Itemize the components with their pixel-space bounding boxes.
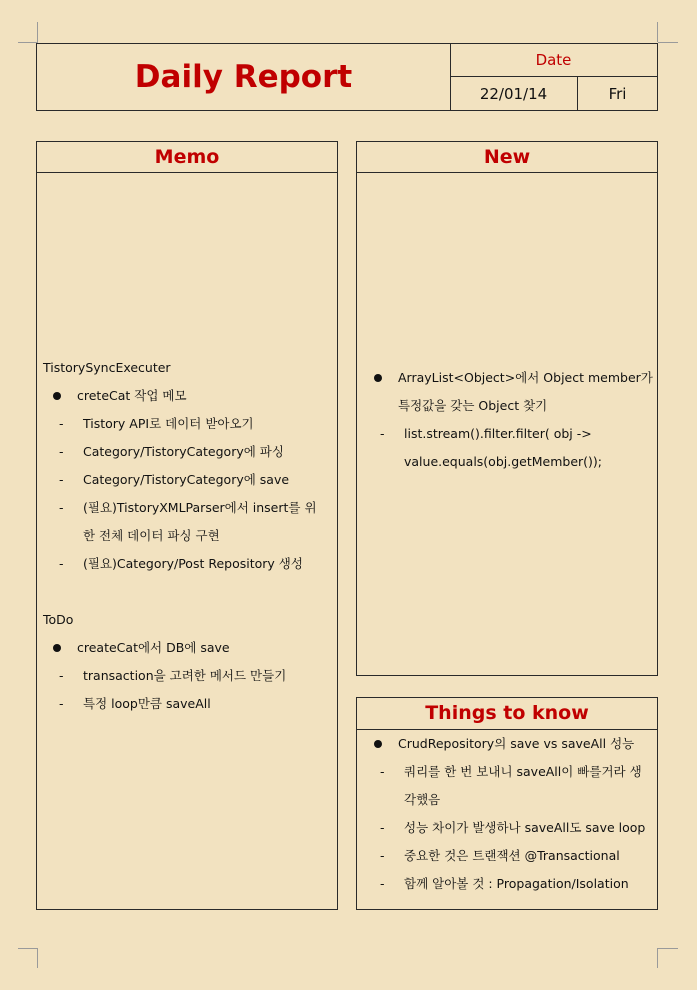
crop-mark — [657, 22, 658, 42]
new-item-continued: value.equals(obj.getMember()); — [404, 454, 602, 469]
things-item: - 함께 알아볼 것 : Propagation/Isolation — [404, 870, 629, 898]
crop-mark — [18, 948, 38, 949]
things-item: - 중요한 것은 트랜잭션 @Transactional — [404, 842, 620, 870]
things-item-continued: 각했음 — [404, 792, 441, 807]
things-item: - 쿼리를 한 번 보내니 saveAll이 빠를거라 생 — [404, 758, 642, 786]
memo-item: - transaction을 고려한 메서드 만들기 — [83, 662, 286, 690]
crop-mark — [657, 948, 658, 968]
memo-item: - 특정 loop만큼 saveAll — [83, 690, 211, 718]
memo-title: Memo — [154, 145, 220, 168]
memo-item: - Tistory API로 데이터 받아오기 — [83, 410, 254, 438]
crop-mark — [18, 42, 38, 43]
report-title: Daily Report — [134, 59, 353, 95]
new-bullet-continued: 특정값을 갖는 Object 찾기 — [398, 398, 548, 413]
memo-item: - (필요)Category/Post Repository 생성 — [83, 550, 303, 578]
memo-item: - (필요)TistoryXMLParser에서 insert를 위 — [83, 494, 317, 522]
crop-mark — [658, 42, 678, 43]
memo-item: - Category/TistoryCategory에 save — [83, 466, 289, 494]
crop-mark — [37, 948, 38, 968]
divider — [36, 172, 338, 173]
things-title: Things to know — [425, 702, 589, 724]
date-label: Date — [535, 50, 572, 69]
memo-bullet: creteCat 작업 메모 — [77, 382, 187, 410]
memo-item: - Category/TistoryCategory에 파싱 — [83, 438, 284, 466]
new-item: - list.stream().filter.filter( obj -> — [404, 420, 592, 448]
new-title: New — [483, 145, 531, 168]
memo-item-continued: 한 전체 데이터 파싱 구현 — [83, 528, 220, 543]
date-value: 22/01/14 — [479, 85, 548, 103]
memo-bullet: createCat에서 DB에 save — [77, 634, 230, 662]
things-bullet: CrudRepository의 save vs saveAll 성능 — [398, 730, 634, 758]
memo-heading: ToDo — [43, 612, 74, 627]
crop-mark — [658, 948, 678, 949]
day-value: Fri — [608, 85, 627, 103]
divider — [356, 172, 658, 173]
things-item: - 성능 차이가 발생하나 saveAll도 save loop — [404, 814, 645, 842]
memo-heading: TistorySyncExecuter — [43, 360, 171, 375]
new-bullet: ArrayList<Object>에서 Object member가 — [398, 364, 653, 392]
crop-mark — [37, 22, 38, 42]
